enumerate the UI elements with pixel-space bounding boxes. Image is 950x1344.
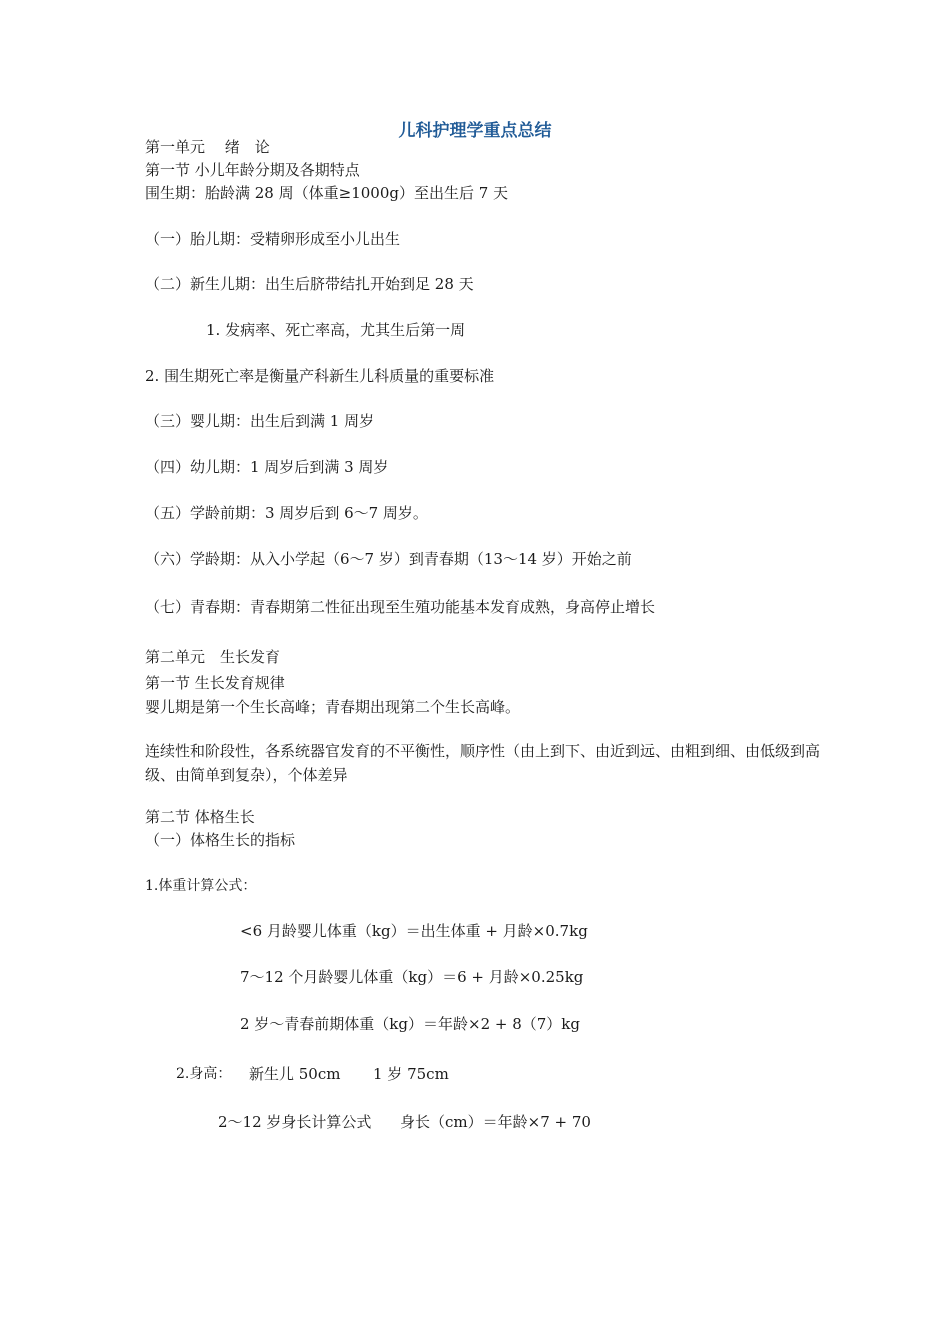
neonatal-point-2: 2. 围生期死亡率是衡量产科新生儿科质量的重要标准 <box>145 367 495 385</box>
stage-infant: （三）婴儿期：出生后到满 1 周岁 <box>145 412 375 430</box>
stage-school-age: （六）学龄期：从入小学起（6～7 岁）到青春期（13～14 岁）开始之前 <box>145 550 632 568</box>
stage-preschool: （五）学龄前期：3 周岁后到 6～7 周岁。 <box>145 504 428 522</box>
perinatal-definition: 围生期：胎龄满 28 周（体重≥1000g）至出生后 7 天 <box>145 184 509 202</box>
growth-rules-text: 连续性和阶段性，各系统器官发育的不平衡性，顺序性（由上到下、由近到远、由粗到细、由低级到高级、由简单到复杂），个体差异 <box>145 742 821 784</box>
subsection-growth-indicators: （一）体格生长的指标 <box>145 831 296 849</box>
stage-toddler: （四）幼儿期：1 周岁后到满 3 周岁 <box>145 458 389 476</box>
section-heading-2-2: 第二节 体格生长 <box>145 808 255 826</box>
height-formula: 身长（cm）＝年龄×7 + 70 <box>400 1113 591 1131</box>
stage-adolescence: （七）青春期：青春期第二性征出现至生殖功能基本发育成熟，身高停止增长 <box>145 598 656 616</box>
stage-fetal: （一）胎儿期：受精卵形成至小儿出生 <box>145 230 401 248</box>
section-heading-1-1: 第一节 小儿年龄分期及各期特点 <box>145 161 360 179</box>
weight-formula-7-12m: 7～12 个月龄婴儿体重（kg）＝6 + 月龄×0.25kg <box>240 968 584 986</box>
document-title: 儿科护理学重点总结 <box>398 121 552 141</box>
weight-formula-under-6m: <6 月龄婴儿体重（kg）＝出生体重 + 月龄×0.7kg <box>240 922 588 940</box>
height-newborn: 新生儿 50cm <box>249 1065 341 1083</box>
weight-formula-heading: 1.体重计算公式： <box>145 878 257 894</box>
section-heading-2-1: 第一节 生长发育规律 <box>145 674 285 692</box>
height-formula-label: 2～12 岁身长计算公式 <box>218 1113 372 1131</box>
stage-neonatal: （二）新生儿期：出生后脐带结扎开始到足 28 天 <box>145 275 474 293</box>
neonatal-point-1: 1. 发病率、死亡率高，尤其生后第一周 <box>206 321 466 339</box>
height-heading: 2.身高： <box>176 1066 232 1082</box>
unit-heading-2: 第二单元 生长发育 <box>145 648 281 666</box>
growth-peak-text: 婴儿期是第一个生长高峰；青春期出现第二个生长高峰。 <box>145 698 521 716</box>
unit-heading-1: 第一单元 绪 论 <box>145 138 270 156</box>
weight-formula-2y-plus: 2 岁～青春前期体重（kg）＝年龄×2 + 8（7）kg <box>240 1015 580 1033</box>
height-1-year: 1 岁 75cm <box>373 1065 449 1083</box>
